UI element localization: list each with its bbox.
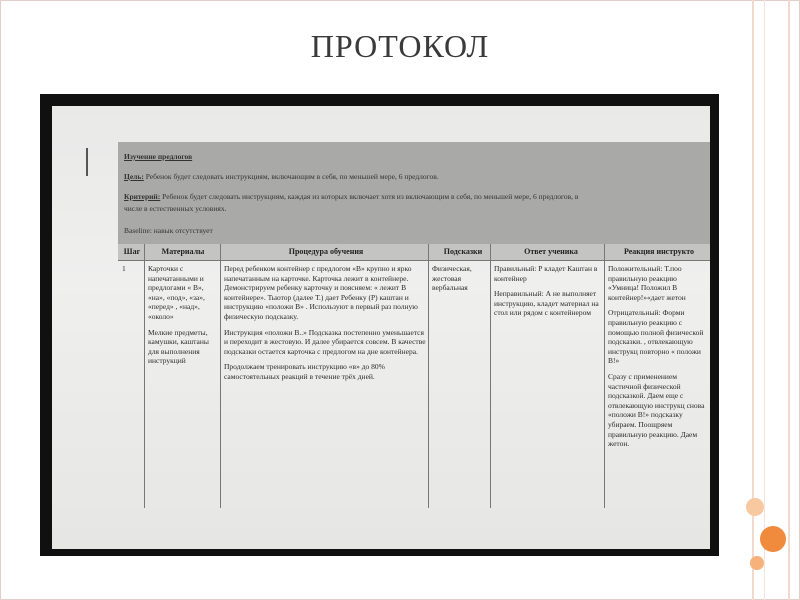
answer-incorrect: Неправильный: А не выполняет инструкцию, кладет материал на стол или рядом с контейнером [494, 289, 599, 318]
row-answer [494, 264, 602, 324]
decorative-border-inner [764, 0, 775, 600]
answer-correct: Правильный: Р кладет Каштан в контейнер [494, 264, 598, 283]
decorative-circle [750, 556, 764, 570]
pen-mark [86, 148, 88, 176]
goal-label: Цель: [124, 172, 144, 181]
slide-title: ПРОТОКОЛ [310, 28, 490, 64]
criterion-line [124, 192, 578, 201]
criterion-label: Критерий: [124, 192, 161, 201]
procedure-step-1: Перед ребенком контейнер с предлогом «В» крупно и ярко напечатанным на карточке. Карточка лежит в контейнере. Демонстрируем ребенку карточку и поясняем: « лежит В контейнере». Тьютор (далее Т.) дает Ребенку (Р) каштан и инструкцию «положи В» . Используют в первый раз полную физическую подсказку. [224, 264, 418, 321]
materials-objects: Мелкие предметы, камушки, каштаны для выполнения инструкций [148, 327, 209, 366]
decorative-circle [760, 526, 786, 552]
reaction-negative: Отрицательный: Форми правильную реакцию с помощью полной физической подсказки. , отвлекающую инструкц повторно « положи В!» [608, 308, 704, 366]
document-photo [40, 94, 719, 556]
table-divider [428, 244, 429, 508]
table-divider [144, 244, 145, 508]
reaction-positive: Положительный: Т.поо правильную реакцию «Умница! Положил В контейнер!»«дает жетон [608, 264, 686, 302]
decorative-circle [746, 498, 764, 516]
column-header-prompts: Подсказки [443, 247, 483, 256]
procedure-step-3: Продолжаем тренировать инструкцию «в» до 80% самостоятельных реакций в течение трёх дней. [224, 362, 385, 381]
paper-sheet [52, 106, 710, 549]
column-header-step: Шаг [123, 247, 141, 256]
row-reaction [608, 264, 706, 455]
column-header-materials: Материалы [161, 247, 205, 256]
goal-text: Ребенок будет следовать инструкциям, включающим в себя, по меньшей мере, 6 предлогов. [145, 172, 439, 181]
row-procedure [224, 264, 426, 388]
section-title: Изучение предлогов [124, 152, 193, 161]
header-block [118, 142, 710, 244]
column-header-procedure: Процедура обучения [288, 247, 364, 256]
table-divider [220, 244, 221, 508]
table-header [118, 244, 710, 261]
table-divider [604, 244, 605, 508]
baseline-line: Baseline: навык отсутствует [124, 226, 213, 235]
goal-line [124, 172, 439, 181]
materials-cards: Карточки с напечатанными и предлогами « В», «на», «под», «за», «перед» , «над», «около» [148, 264, 205, 321]
table-divider [118, 260, 710, 261]
criterion-text: Ребенок будет следовать инструкциям, каждая из которых включает хотя из включающим в себя, по меньшей мере, 6 предлогов, в [162, 192, 579, 201]
column-header-answer: Ответ ученика [524, 247, 578, 256]
column-header-reaction: Реакция инструкто [623, 247, 695, 256]
criterion-line-2: числе в естественных условиях. [124, 204, 227, 213]
table-divider [490, 244, 491, 508]
row-prompts: Физическая, жестовая вербальная [432, 264, 472, 293]
row-materials [148, 264, 218, 372]
row-step: 1 [122, 264, 126, 273]
reaction-retry: Сразу с применением частичной физической подсказкой. Даем еще с отвлекающую инструкц снова «положи В!» подсказку убираем. Поощряем правильную реакцию. Даем жетон. [608, 371, 705, 449]
procedure-step-2: Инструкция «положи В..» Подсказка постепенно уменьшается и переходит в жестовую. И далее убирается совсем. В качестве подсказки остается карточка с предлогом на дне контейнера. [224, 327, 426, 356]
